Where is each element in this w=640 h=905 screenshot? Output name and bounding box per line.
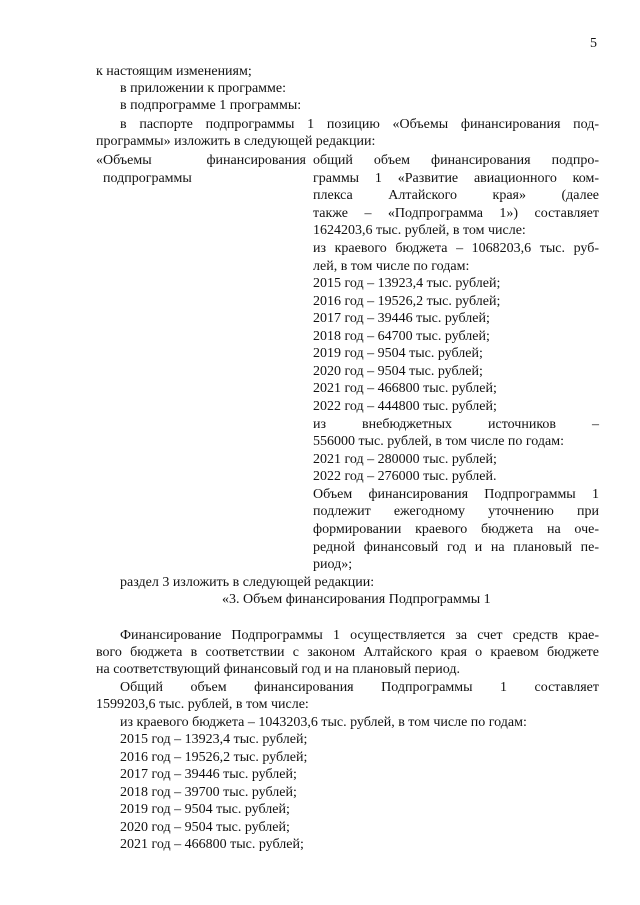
table-right-line: 2021 год – 280000 тыс. рублей; (313, 452, 497, 467)
table-right-line: риод»; (313, 557, 353, 572)
intro-line-2: в приложении к программе: (120, 81, 286, 96)
table-right-line: из краевого бюджета – 1068203,6 тыс. руб- (313, 241, 599, 256)
table-right-line: лей, в том числе по годам: (313, 259, 470, 274)
table-right-line: граммы 1 «Развитие авиационного ком- (313, 171, 599, 186)
year-line: 2018 год – 39700 тыс. рублей; (120, 785, 297, 800)
passport-para-line-1: в паспорте подпрограммы 1 позицию «Объемы финансирования под- (120, 117, 599, 132)
intro-line-3: в подпрограмме 1 программы: (120, 98, 302, 113)
table-right-line: 2015 год – 13923,4 тыс. рублей; (313, 276, 501, 291)
table-right-line: 2016 год – 19526,2 тыс. рублей; (313, 294, 501, 309)
table-right-line: 2022 год – 444800 тыс. рублей; (313, 399, 497, 414)
table-left-line-2: подпрограммы (103, 171, 192, 186)
table-right-line: Объем финансирования Подпрограммы 1 (313, 487, 599, 502)
table-right-line: 1624203,6 тыс. рублей, в том числе: (313, 223, 526, 238)
table-right-line: 2019 год – 9504 тыс. рублей; (313, 346, 483, 361)
total-para-line-1: Общий объем финансирования Подпрограммы 1 составляет (120, 680, 599, 695)
table-right-line: 2022 год – 276000 тыс. рублей. (313, 469, 497, 484)
regional-budget-line: из краевого бюджета – 1043203,6 тыс. рублей, в том числе по годам: (120, 715, 527, 730)
financing-para-line-2: вого бюджета в соответствии с законом Алтайского края о краевом бюджете (96, 645, 599, 660)
page-number: 5 (590, 36, 597, 51)
table-right-line: формировании краевого бюджета на оче- (313, 522, 599, 537)
table-right-line: общий объем финансирования подпро- (313, 153, 599, 168)
table-right-line: 2017 год – 39446 тыс. рублей; (313, 311, 490, 326)
year-line: 2020 год – 9504 тыс. рублей; (120, 820, 290, 835)
year-line: 2021 год – 466800 тыс. рублей; (120, 837, 304, 852)
table-right-line: редной финансовый год и на плановый пе- (313, 540, 599, 555)
year-line: 2015 год – 13923,4 тыс. рублей; (120, 732, 308, 747)
year-line: 2017 год – 39446 тыс. рублей; (120, 767, 297, 782)
year-line: 2016 год – 19526,2 тыс. рублей; (120, 750, 308, 765)
table-right-line: 556000 тыс. рублей, в том числе по годам: (313, 434, 564, 449)
table-right-line: плекса Алтайского края» (далее (313, 188, 599, 203)
table-right-line: также – «Подпрограмма 1») составляет (313, 206, 599, 221)
total-para-line-2: 1599203,6 тыс. рублей, в том числе: (96, 697, 309, 712)
section3-intro: раздел 3 изложить в следующей редакции: (120, 575, 375, 590)
passport-para-line-2: программы» изложить в следующей редакции: (96, 134, 376, 149)
table-right-line: подлежит ежегодному уточнению при (313, 504, 599, 519)
table-right-line: 2020 год – 9504 тыс. рублей; (313, 364, 483, 379)
intro-line-1: к настоящим изменениям; (96, 64, 252, 79)
year-line: 2019 год – 9504 тыс. рублей; (120, 802, 290, 817)
section3-title: «3. Объем финансирования Подпрограммы 1 (222, 592, 491, 607)
table-right-line: из внебюджетных источников – (313, 417, 599, 432)
financing-para-line-3: на соответствующий финансовый год и на плановый период. (96, 662, 460, 677)
financing-para-line-1: Финансирование Подпрограммы 1 осуществляется за счет средств крае- (120, 628, 599, 643)
table-right-line: 2018 год – 64700 тыс. рублей; (313, 329, 490, 344)
table-left-line-1: «Объемы финансирования (96, 153, 306, 168)
table-right-line: 2021 год – 466800 тыс. рублей; (313, 381, 497, 396)
